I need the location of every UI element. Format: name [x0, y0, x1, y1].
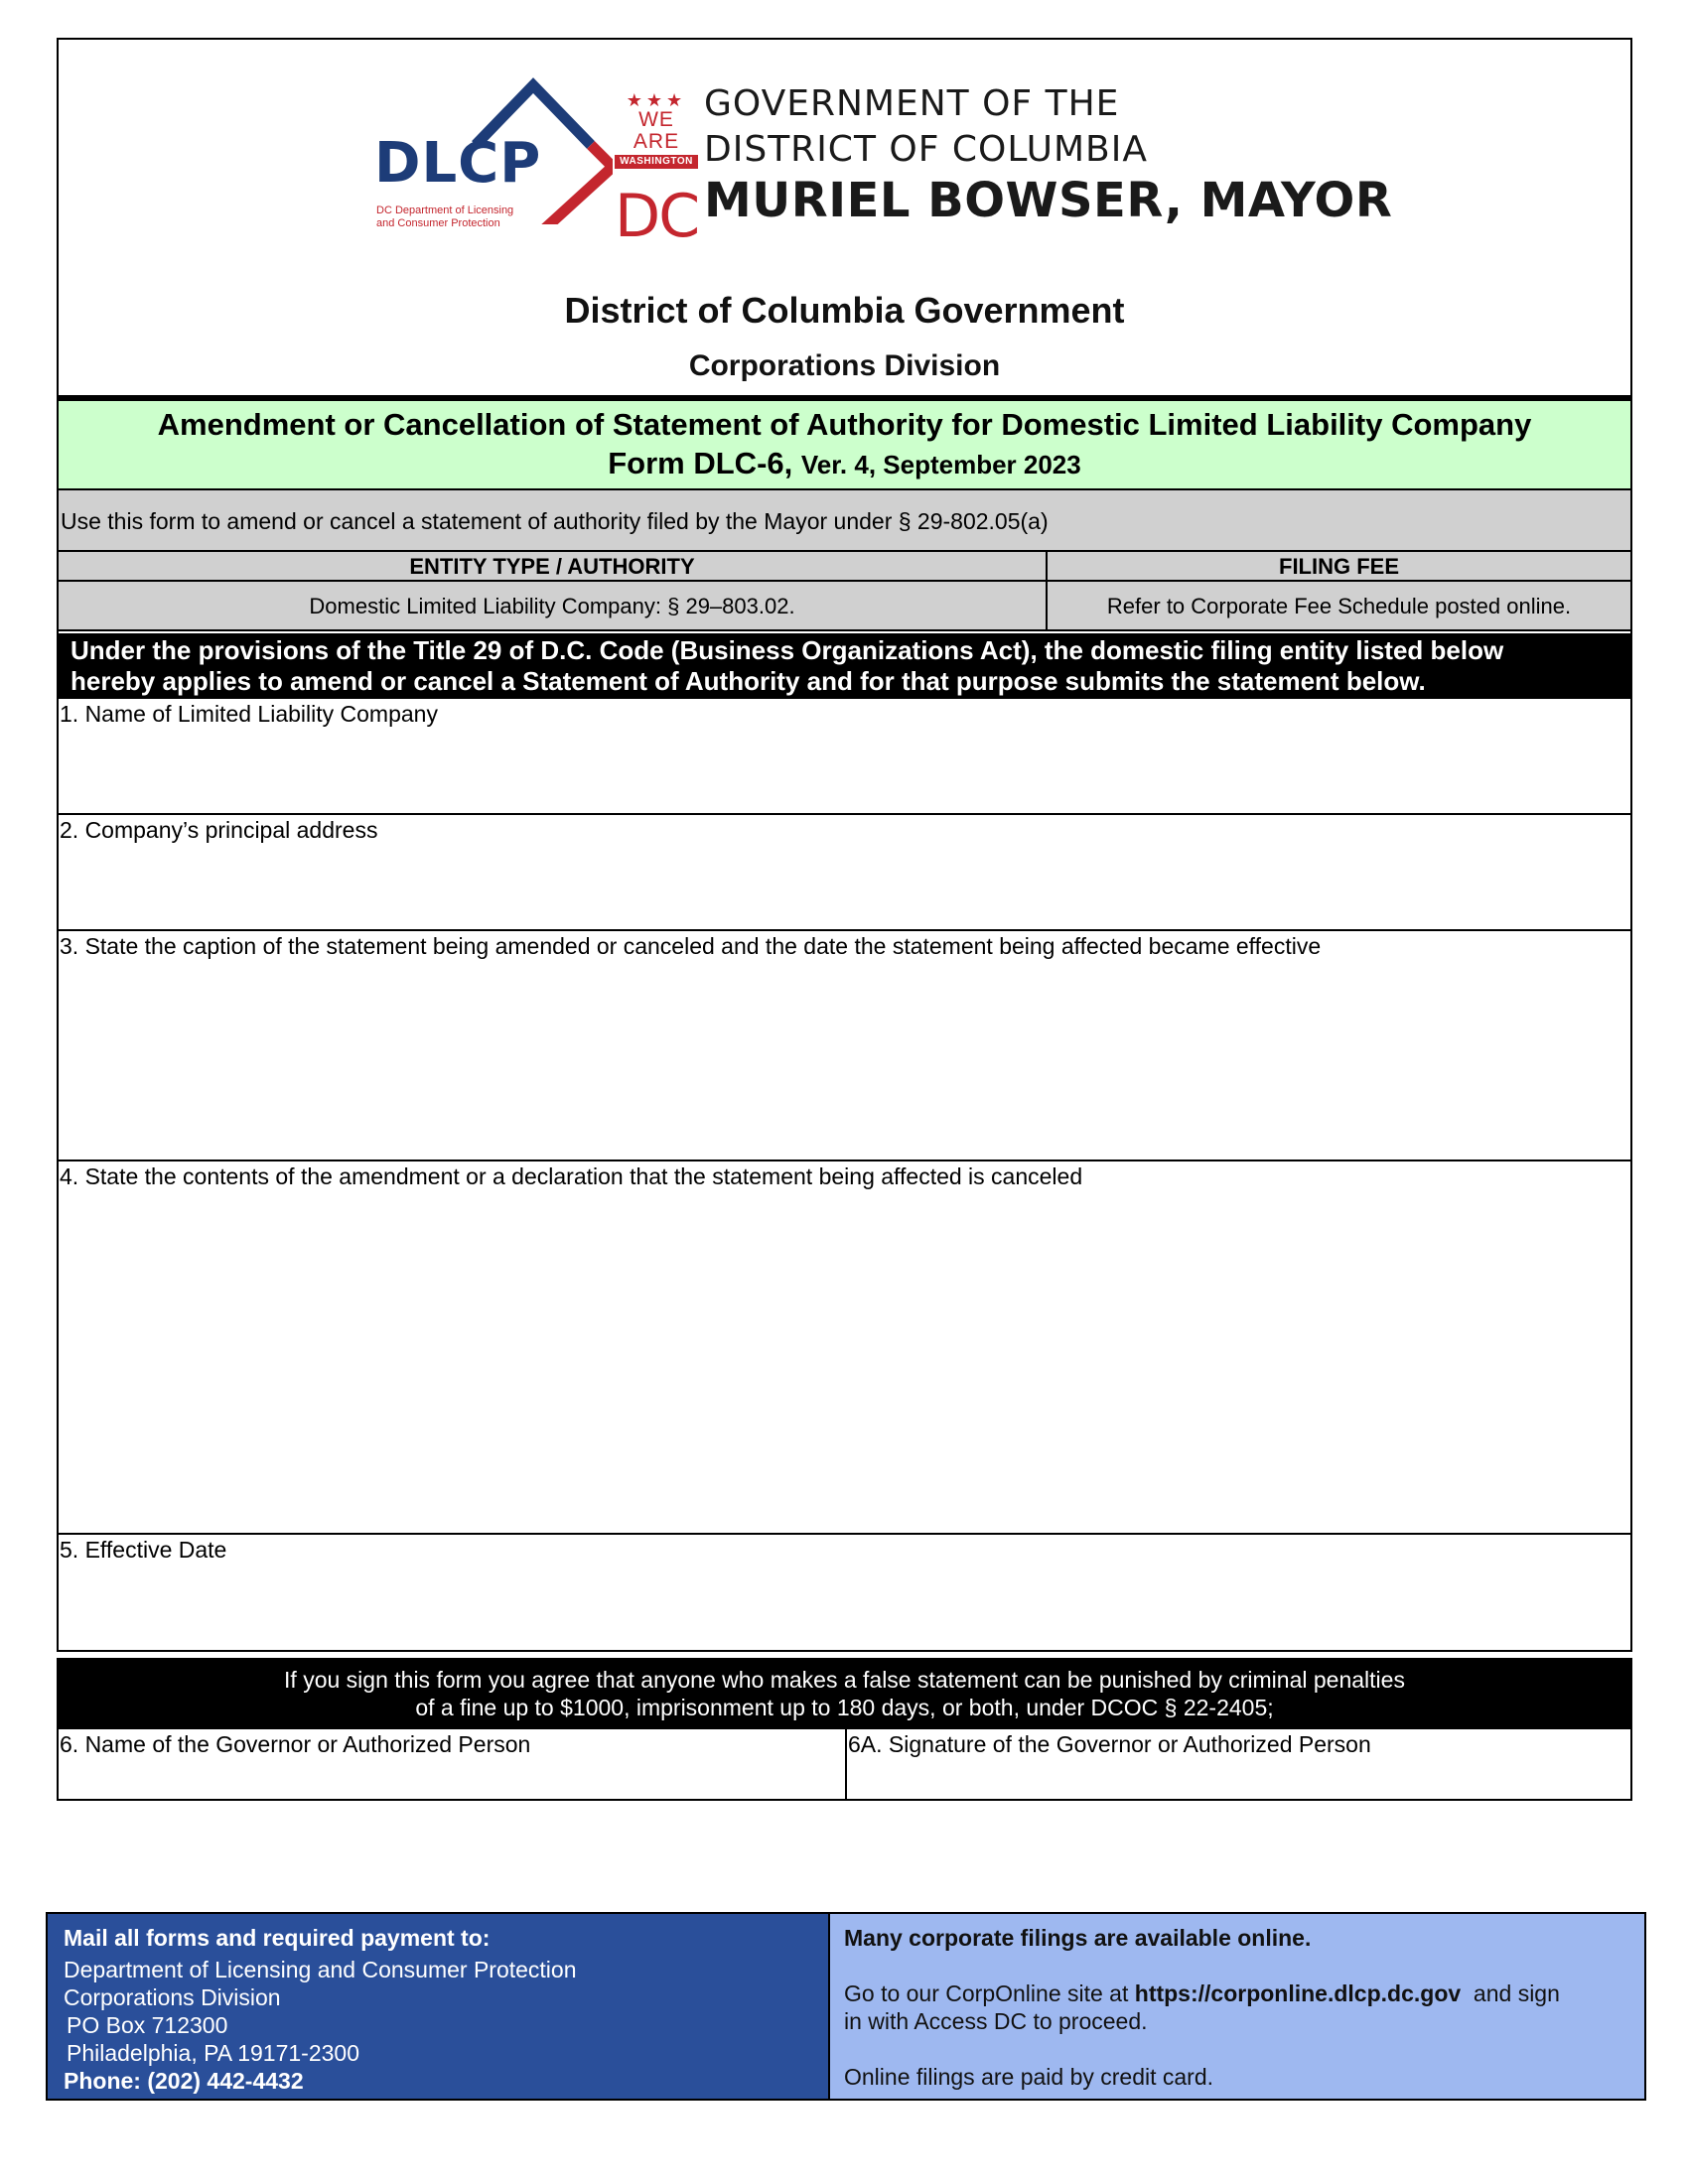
section-gap: [57, 1650, 1632, 1658]
mail-city: Philadelphia, PA 19171-2300: [67, 2040, 359, 2066]
online-post: and sign: [1461, 1980, 1560, 2006]
online-line1: [844, 1979, 1644, 2007]
corponline-link[interactable]: https://corponline.dlcp.dc.gov: [1134, 1980, 1462, 2006]
dc-letters: DC: [615, 182, 699, 251]
provisions-statement: [59, 633, 1630, 699]
footer: [46, 1912, 1646, 2101]
form-instructions: Use this form to amend or cancel a statement of authority filed by the Mayor under § 29-802.05(a): [59, 490, 1630, 552]
penalty-line1: If you sign this form you agree that anyone who makes a false statement can be punished by criminal penalties: [284, 1667, 1405, 1693]
division-title: Corporations Division: [688, 349, 1001, 382]
entity-table: [59, 552, 1630, 631]
filing-fee-header: FILING FEE: [1279, 554, 1399, 579]
field-governor-signature-label: 6A. Signature of the Governor or Authorized Person: [848, 1731, 1371, 1757]
penalty-notice: [59, 1658, 1630, 1729]
field-statement-caption[interactable]: [59, 931, 1630, 1161]
online-pre: Go to our CorpOnline site at: [844, 1980, 1135, 2006]
entity-table-row: [59, 582, 1630, 631]
dlcp-subtitle-line2: and Consumer Protection: [376, 217, 500, 229]
field-company-name[interactable]: [59, 699, 1630, 815]
entity-type-header: ENTITY TYPE / AUTHORITY: [59, 552, 1048, 580]
dlcp-subtitle-line1: DC Department of Licensing: [376, 205, 514, 216]
district-of-columbia: DISTRICT OF COLUMBIA: [704, 129, 1148, 170]
we-are-text: WE ARE: [633, 108, 680, 153]
washington-text: WASHINGTON: [615, 155, 698, 169]
we-are-washington-badge: [615, 91, 698, 169]
mail-phone: Phone: (202) 442-4432: [64, 2068, 304, 2094]
dc-government-logo: [615, 83, 1393, 252]
logo-area: [59, 40, 1630, 251]
mail-info: [48, 1914, 830, 2099]
field-amendment-contents-label: 4. State the contents of the amendment or a declaration that the statement being affected is canceled: [60, 1163, 1083, 1189]
form-title-band: [59, 401, 1630, 490]
mail-heading: Mail all forms and required payment to:: [64, 1925, 491, 1951]
mail-department: Department of Licensing and Consumer Protection: [64, 1957, 577, 1982]
field-statement-caption-label: 3. State the caption of the statement being amended or canceled and the date the statement being affected became effective: [60, 933, 1322, 959]
online-info: [830, 1914, 1644, 2099]
field-governor-name[interactable]: [59, 1729, 847, 1801]
form-version: Ver. 4, September 2023: [800, 450, 1081, 479]
online-payment: Online filings are paid by credit card.: [844, 2064, 1214, 2090]
field-governor-name-label: 6. Name of the Governor or Authorized Person: [60, 1731, 531, 1757]
field-effective-date[interactable]: [59, 1535, 1630, 1650]
penalty-line2: of a fine up to $1000, imprisonment up to 180 days, or both, under DCOC § 22-2405;: [415, 1695, 1274, 1720]
mail-division: Corporations Division: [64, 1984, 281, 2010]
government-of-the: GOVERNMENT OF THE: [704, 83, 1120, 124]
entity-table-header: [59, 552, 1630, 582]
form-id: Form DLC-6,: [608, 446, 793, 480]
provisions-line2: hereby applies to amend or cancel a Statement of Authority and for that purpose submits the statement below.: [70, 666, 1426, 696]
field-governor-signature[interactable]: [847, 1729, 1630, 1801]
field-principal-address[interactable]: [59, 815, 1630, 931]
dlcp-letters: DLCP: [374, 131, 542, 196]
provisions-line1: Under the provisions of the Title 29 of D.C. Code (Business Organizations Act), the domestic filing entity listed below: [70, 635, 1504, 665]
mail-po-box: PO Box 712300: [67, 2012, 228, 2038]
government-title: District of Columbia Government: [564, 290, 1125, 331]
filing-fee-value: Refer to Corporate Fee Schedule posted online.: [1106, 594, 1572, 618]
online-line2: in with Access DC to proceed.: [844, 2008, 1148, 2034]
dlcp-subtitle: [376, 205, 545, 230]
field-effective-date-label: 5. Effective Date: [60, 1537, 227, 1563]
field-amendment-contents[interactable]: [59, 1161, 1630, 1535]
field-company-name-label: 1. Name of Limited Liability Company: [60, 701, 438, 727]
signature-row: [59, 1729, 1630, 1801]
stars-icon: ★★★: [626, 90, 687, 110]
mayor-name: MURIEL BOWSER, MAYOR: [704, 173, 1393, 228]
entity-type-value: Domestic Limited Liability Company: § 29–803.02.: [59, 582, 1048, 629]
form-frame: [57, 38, 1632, 1801]
online-heading: Many corporate filings are available online.: [844, 1925, 1312, 1951]
field-principal-address-label: 2. Company’s principal address: [60, 817, 378, 843]
form-title: Amendment or Cancellation of Statement of Authority for Domestic Limited Liability Company: [157, 407, 1532, 442]
form-id-line: [59, 445, 1630, 483]
